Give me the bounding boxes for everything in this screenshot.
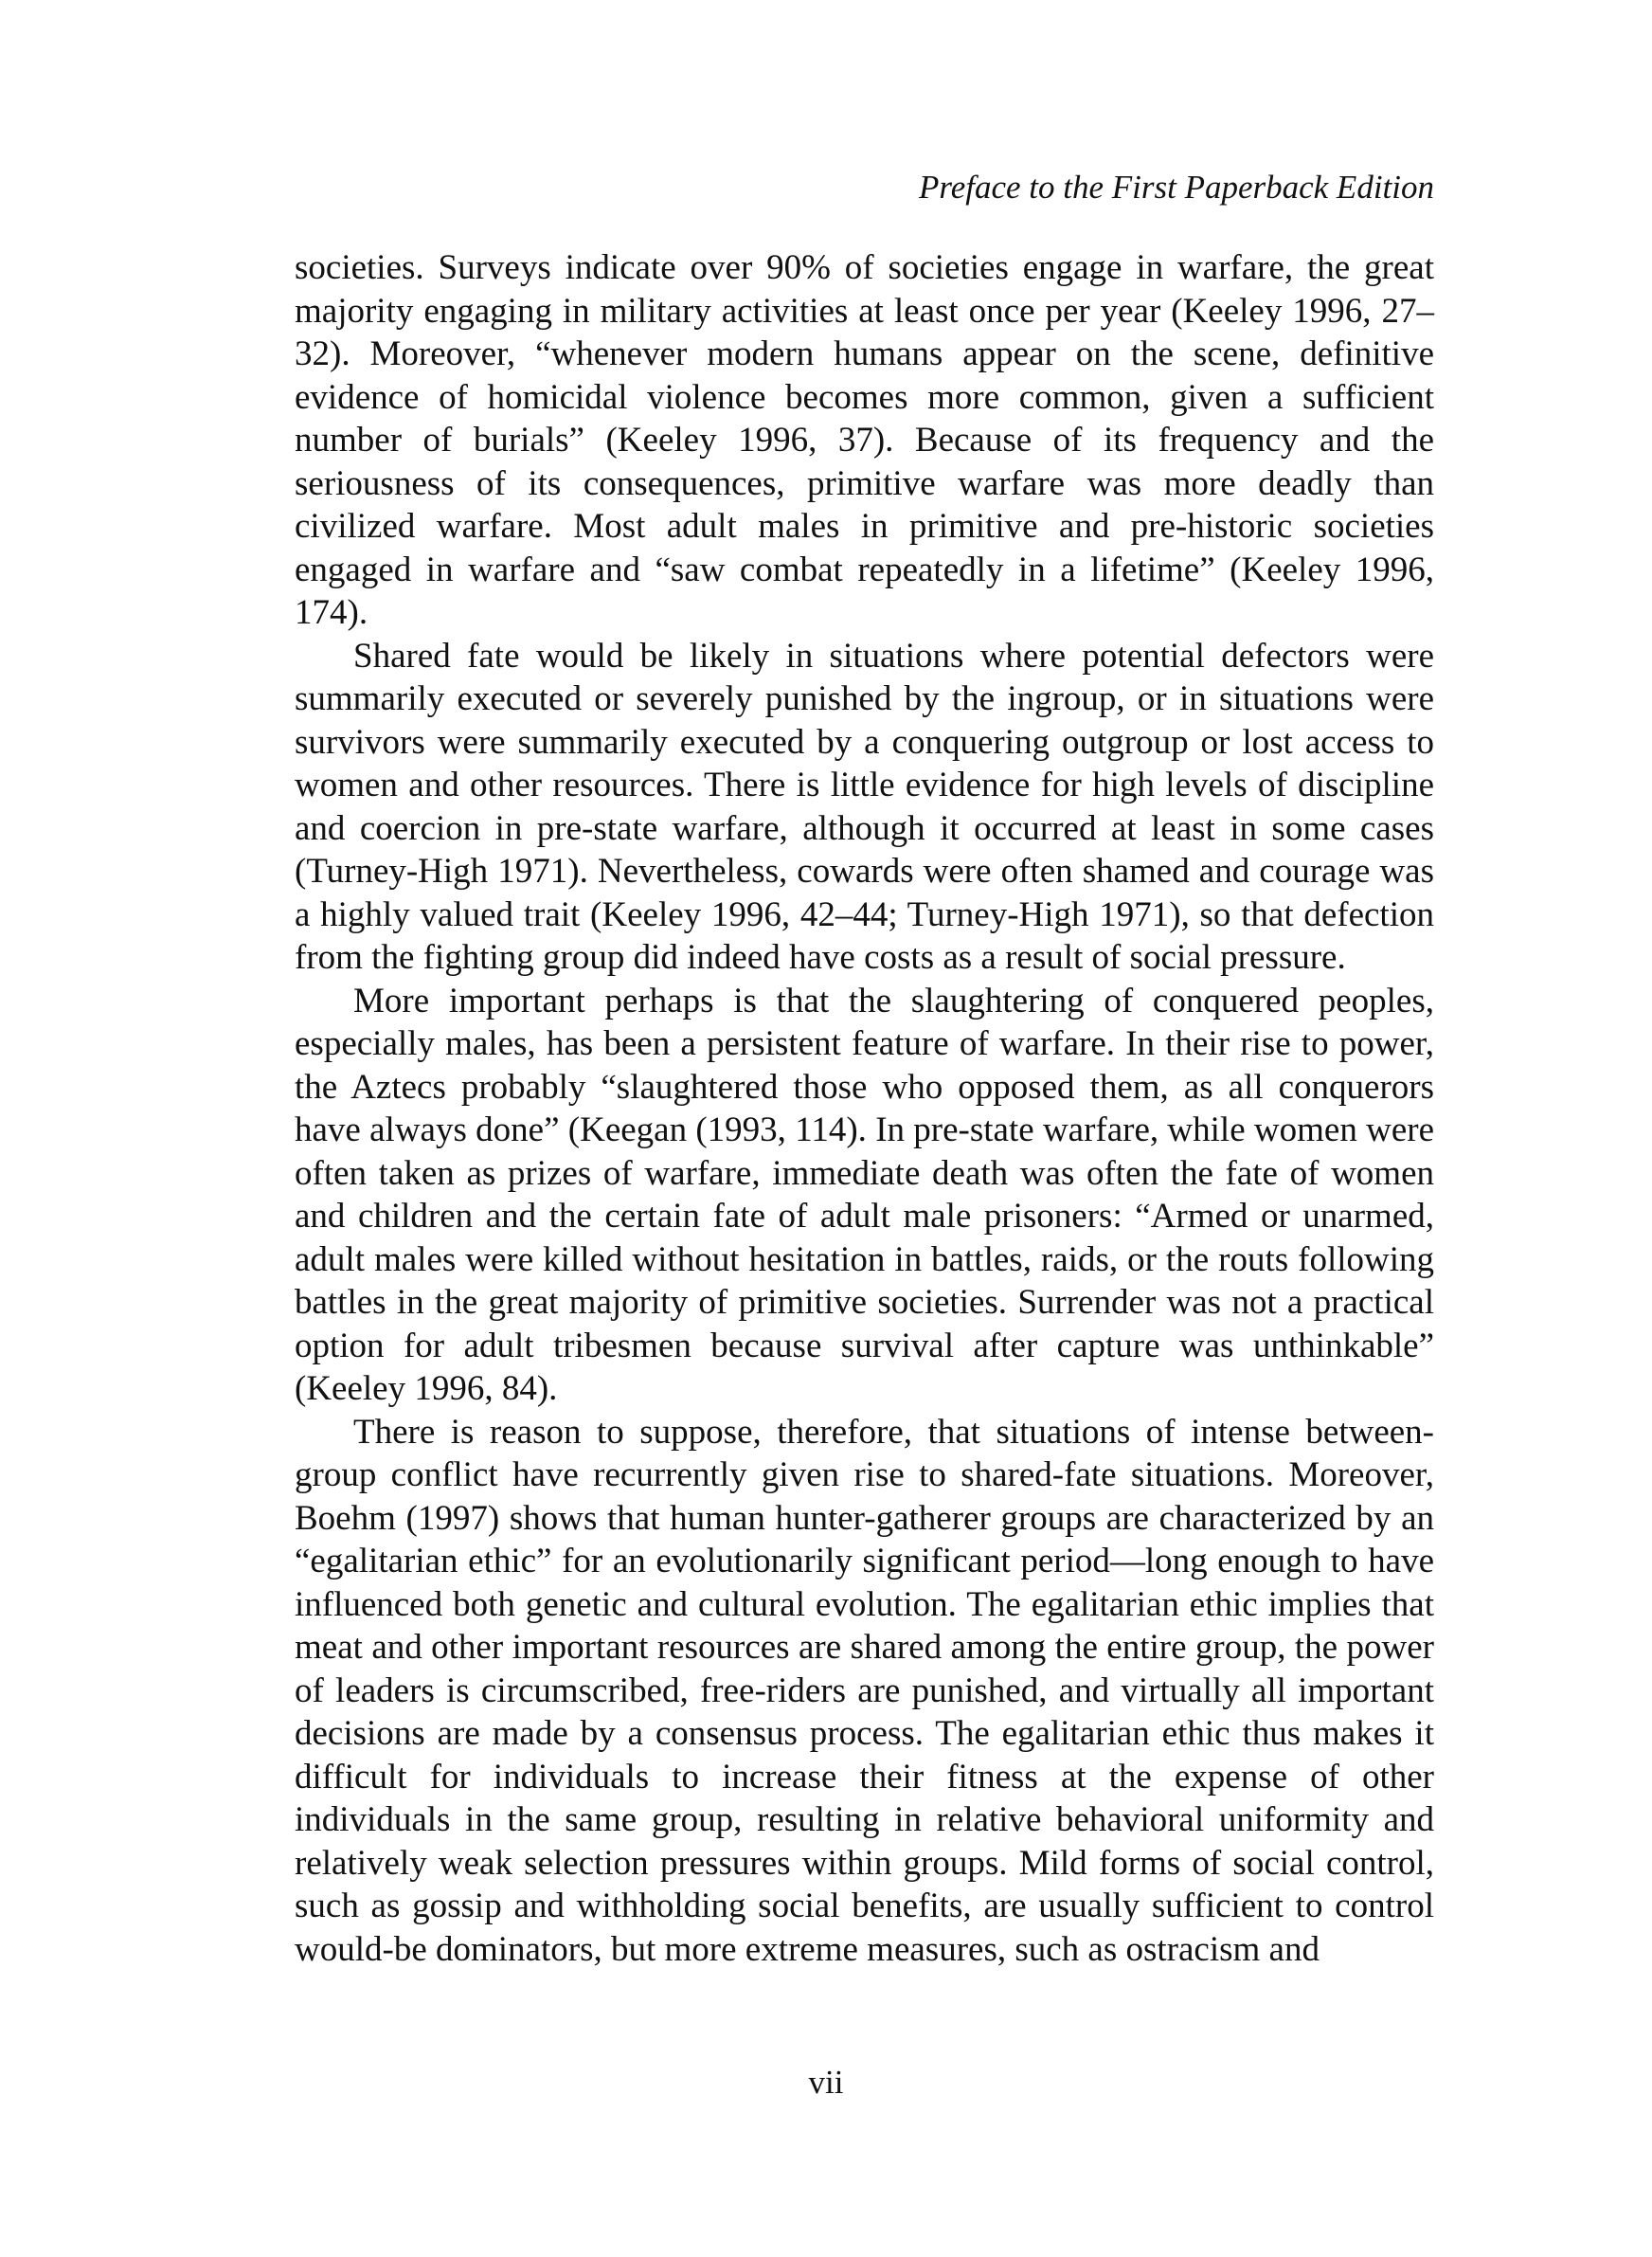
body-text [295, 246, 1434, 1971]
page-number: vii [808, 2064, 844, 2101]
paragraph-1: societies. Surveys indicate over 90% of societies engage in warfare, the great majority engaging in military activities at least once per year (Keeley 1996, 27–32). Moreover, “whenever modern humans appear on the scene, definitive evidence of homicidal violence becomes more common, given a sufficient number of burials” (Keeley 1996, 37). Because of its frequency and the seriousness of its consequences, primitive warfare was more deadly than civilized warfare. Most adult males in primitive and pre-historic societies engaged in warfare and “saw combat repeatedly in a lifetime” (Keeley 1996, 174). [295, 248, 1434, 632]
paragraph-3: More important perhaps is that the slaughtering of conquered peoples, especially males, has been a persistent feature of warfare. In their rise to power, the Aztecs probably “slaughtered those who opposed them, as all conquerors have always done” (Keegan (1993, 114). In pre-state warfare, while women were often taken as prizes of warfare, immediate death was often the fate of women and children and the certain fate of adult male prisoners: “Armed or unarmed, adult males were killed without hesitation in battles, raids, or the routs following battles in the great majority of primitive societies. Surrender was not a practical option for adult tribesmen because survival after capture was unthinkable” (Keeley 1996, 84). [295, 981, 1434, 1408]
running-header: Preface to the First Paperback Edition [919, 169, 1434, 206]
paragraph-4: There is reason to suppose, therefore, that situations of intense between-group conflict have recurrently given rise to shared-fate situations. Moreover, Boehm (1997) shows that human hunter-gatherer groups are characterized by an “egalitarian ethic” for an evolutionarily significant period—long enough to have influenced both genetic and cultural evolution. The egalitarian ethic implies that meat and other important resources are shared among the entire group, the power of leaders is circumscribed, free-riders are punished, and virtually all important decisions are made by a consensus process. The egalitarian ethic thus makes it difficult for individuals to increase their fitness at the expense of other individuals in the same group, resulting in relative behavioral uniformity and relatively weak selection pressures within groups. Mild forms of social control, such as gossip and withholding social benefits, are usually sufficient to control would-be dominators, but more extreme measures, such as ostracism and [295, 1412, 1434, 1969]
paragraph-2: Shared fate would be likely in situations where potential defectors were summarily executed or severely punished by the ingroup, or in situations were survivors were summarily executed by a conquering outgroup or lost access to women and other resources. There is little evidence for high levels of discipline and coercion in pre-state warfare, although it occurred at least in some cases (Turney-High 1971). Nevertheless, cowards were often shamed and courage was a highly valued trait (Keeley 1996, 42–44; Turney-High 1971), so that defection from the fighting group did indeed have costs as a result of social pressure. [295, 636, 1434, 977]
